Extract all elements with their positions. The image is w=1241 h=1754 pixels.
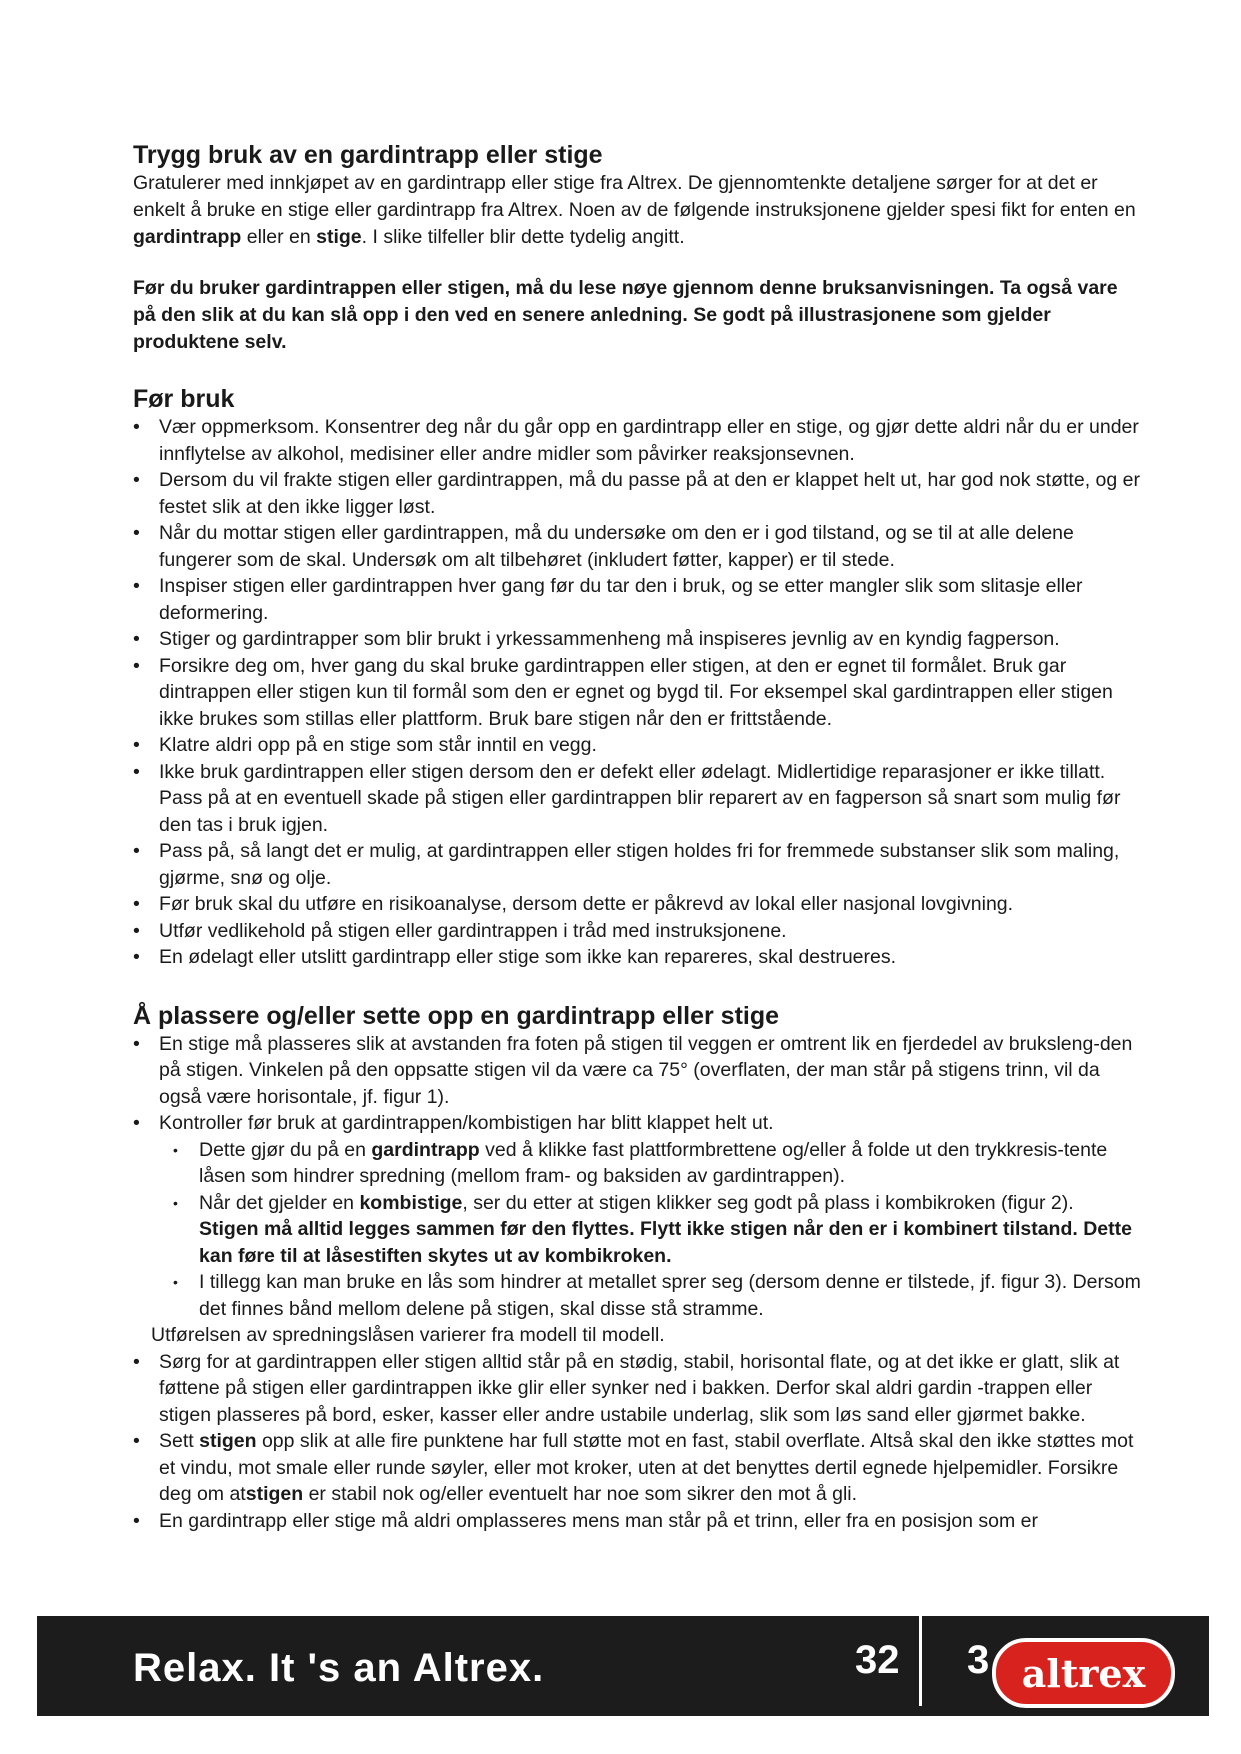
list-item: • Dersom du vil frakte stigen eller gardintrappen, må du passe på at den er klappet helt ut, har god nok støtte, og er festet slik at den ikke ligger løst. bbox=[133, 467, 1143, 520]
placement-list bbox=[133, 1031, 1143, 1323]
placement-section bbox=[133, 1001, 1143, 1535]
logo-text: altrex bbox=[1021, 1650, 1146, 1696]
list-item: • Ikke bruk gardintrappen eller stigen dersom den er defekt eller ødelagt. Midlertidige reparasjoner er ikke tillatt. Pass på at en eventuell skade på stigen eller gardintrappen blir reparert av en fagperson så snart som mulig før den tas i bruk igjen. bbox=[133, 759, 1143, 839]
read-instructions-warning: Før du bruker gardintrappen eller stigen, må du lese nøye gjennom denne bruksanvisningen. Ta også vare på den slik at du kan slå opp i den ved en senere anledning. Se godt på illustrasjonene som gjelder produktene selv. bbox=[133, 277, 1118, 353]
list-item: • Utfør vedlikehold på stigen eller gardintrappen i tråd med instruksjonene. bbox=[133, 918, 1143, 945]
before-use-list bbox=[133, 414, 1143, 971]
list-item: • Klatre aldri opp på en stige som står inntil en vegg. bbox=[133, 732, 1143, 759]
altrex-logo bbox=[992, 1638, 1175, 1708]
page-content bbox=[133, 140, 1143, 1534]
sub-list bbox=[133, 1137, 1143, 1323]
placement-title: Å plassere og/eller sette opp en gardintrapp eller stige bbox=[133, 1001, 780, 1030]
sub-list-item: • Når det gjelder en kombistige, ser du etter at stigen klikker seg godt på plass i kombikroken (figur 2). Stigen må alltid legges sammen før den flyttes. Flytt ikke stigen når den er i kombinert tilstand. Dette kan føre til at låsestiften skytes ut av kombikroken. bbox=[173, 1190, 1143, 1270]
intro-section bbox=[133, 140, 1143, 251]
list-item: • Sørg for at gardintrappen eller stigen alltid står på en stødig, stabil, horisontal flate, og at det ikke er glatt, slik at føttene på stigen eller gardintrappen ikke glir eller synker ned i bakken. Derfor skal aldri gardin -trappen eller stigen plasseres på bord, esker, kasser eller andre ustabile underlag, slik som løs sand eller gjørmet bakke. bbox=[133, 1349, 1143, 1429]
spreading-lock-note: Utførelsen av spredningslåsen varierer fra modell til modell. bbox=[151, 1324, 665, 1346]
list-item: • Stiger og gardintrapper som blir brukt i yrkessammenheng må inspiseres jevnlig av en kyndig fagperson. bbox=[133, 626, 1143, 653]
list-item: • Før bruk skal du utføre en risikoanalyse, dersom dette er påkrevd av lokal eller nasjonal lovgivning. bbox=[133, 891, 1143, 918]
before-use-title: Før bruk bbox=[133, 385, 235, 413]
footer-bar bbox=[37, 1616, 1209, 1716]
footer-slogan: Relax. It 's an Altrex. bbox=[133, 1646, 545, 1690]
list-item: • Pass på, så langt det er mulig, at gardintrappen eller stigen holdes fri for fremmede substanser slik som maling, gjørme, snø og olje. bbox=[133, 838, 1143, 891]
footer-divider bbox=[919, 1616, 922, 1706]
before-use-section bbox=[133, 384, 1143, 971]
list-item: • Kontroller før bruk at gardintrappen/kombistigen har blitt klappet helt ut. • Dette gjør du på en gardintrapp ved å klikke fast plattformbrettene og/eller å folde ut den trykkresis-tente låsen som hindrer spredning (mellom fram- og baksiden av gardintrappen). • Når det gjelder en kombistige, ser du etter at stigen klikker seg godt på plass i kombikroken (figur 2). Stigen må alltid legges sammen før den flyttes. Flytt ikke stigen når den er i kombinert tilstand. Dette kan føre til at låsestiften skytes ut av kombikroken. • I tillegg kan man bruke en lås som hindrer at metallet sprer seg (dersom denne er tilstede, jf. figur 3). Dersom det finnes bånd mellom delene på stigen, skal disse stå stramme. bbox=[133, 1110, 1143, 1322]
intro-paragraph: Gratulerer med innkjøpet av en gardintrapp eller stige fra Altrex. De gjennomtenkte detaljene sørger for at det er enkelt å bruke en stige eller gardintrapp fra Altrex. Noen av de følgende instruksjonene gjelder spesi fikt for enten en gardintrapp eller en stige. I slike tilfeller blir dette tydelig angitt. bbox=[133, 172, 1136, 248]
intro-title: Trygg bruk av en gardintrapp eller stige bbox=[133, 141, 603, 169]
list-item: • Vær oppmerksom. Konsentrer deg når du går opp en gardintrapp eller en stige, og gjør dette aldri når du er under innflytelse av alkohol, medisiner eller andre midler som påvirker reaksjonsevnen. bbox=[133, 414, 1143, 467]
list-item: • Når du mottar stigen eller gardintrappen, må du undersøke om den er i god tilstand, og se til at alle delene fungerer som de skal. Undersøk om alt tilbehøret (inkludert føtter, kapper) er til stede. bbox=[133, 520, 1143, 573]
sub-list-item: • I tillegg kan man bruke en lås som hindrer at metallet sprer seg (dersom denne er tilstede, jf. figur 3). Dersom det finnes bånd mellom delene på stigen, skal disse stå stramme. bbox=[173, 1269, 1143, 1322]
list-item: • En gardintrapp eller stige må aldri omplasseres mens man står på et trinn, eller fra en posisjon som er bbox=[133, 1508, 1143, 1535]
sub-list-item: • Dette gjør du på en gardintrapp ved å klikke fast plattformbrettene og/eller å folde ut den trykkresis-tente låsen som hindrer spredning (mellom fram- og baksiden av gardintrappen). bbox=[173, 1137, 1143, 1190]
list-item: • En stige må plasseres slik at avstanden fra foten på stigen til veggen er omtrent lik en fjerdedel av bruksleng-den på stigen. Vinkelen på den oppsatte stigen vil da være ca 75° (overflaten, der man står på stigens trinn, vil da også være horisontale, jf. figur 1). bbox=[133, 1031, 1143, 1111]
list-item: • En ødelagt eller utslitt gardintrapp eller stige som ikke kan repareres, skal destrueres. bbox=[133, 944, 1143, 971]
list-item: • Sett stigen opp slik at alle fire punktene har full støtte mot en fast, stabil overflate. Altså skal den ikke støttes mot et vindu, mot smale eller runde søyler, eller mot kroker, uten at det benyttes dertil egnede hjelpemidler. Forsikre deg om atstigen er stabil nok og/eller eventuelt har noe som sikrer den mot å gli. bbox=[133, 1428, 1143, 1508]
placement-list-continued bbox=[133, 1349, 1143, 1535]
logo-number: 3 bbox=[967, 1638, 990, 1682]
list-item: • Inspiser stigen eller gardintrappen hver gang før du tar den i bruk, og se etter mangler slik som slitasje eller deformering. bbox=[133, 573, 1143, 626]
list-item: • Forsikre deg om, hver gang du skal bruke gardintrappen eller stigen, at den er egnet til formålet. Bruk gar dintrappen eller stigen kun til formål som den er egnet og bygd til. For eksempel skal gardintrappen eller stigen ikke brukes som stillas eller plattform. Bruk bare stigen når den er frittstående. bbox=[133, 653, 1143, 733]
page-number: 32 bbox=[855, 1638, 900, 1682]
